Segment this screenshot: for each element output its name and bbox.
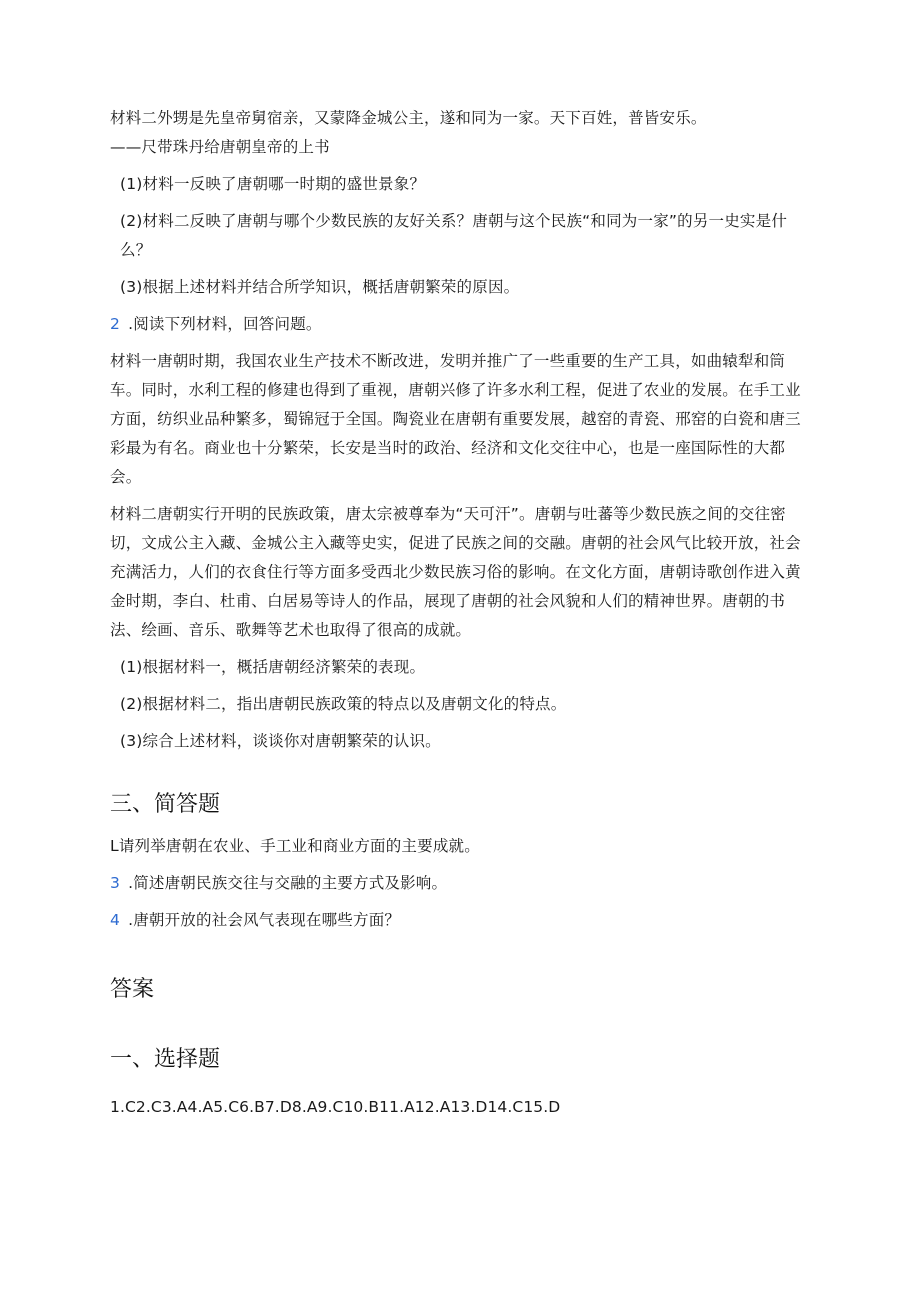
section3-item-2 [110,869,810,898]
q1-question-2: (2)材料二反映了唐朝与哪个少数民族的友好关系？唐朝与这个民族“和同为一家”的另一史实是什么？ [120,212,788,259]
q2-material2: 材料二唐朝实行开明的民族政策，唐太宗被尊奉为“天可汗”。唐朝与吐蕃等少数民族之间的交往密切，文成公主入藏、金城公主入藏等史实，促进了民族之间的交融。唐朝的社会风气比较开放，社会充满活力，人们的衣食住行等方面多受西北少数民族习俗的影响。在文化方面，唐朝诗歌创作进入黄金时期，李白、杜甫、白居易等诗人的作品，展现了唐朝的社会风貌和人们的精神世界。唐朝的书法、绘画、音乐、歌舞等艺术也取得了很高的成就。 [110,505,801,639]
section3-title: 三、简答题 [110,792,221,817]
answers-title: 答案 [110,977,155,1002]
q2-header [110,310,810,339]
q2-question-3: (3)综合上述材料，谈谈你对唐朝繁荣的认识。 [120,732,441,750]
q2-prompt: .阅读下列材料，回答问题。 [128,315,322,333]
q2-question-2: (2)根据材料二，指出唐朝民族政策的特点以及唐朝文化的特点。 [120,695,567,713]
q1-question-3: (3)根据上述材料并结合所学知识，概括唐朝繁荣的原因。 [120,278,520,296]
q2-number: 2 [110,315,121,333]
section3-item-3-number: 4 [110,911,121,929]
document-page [110,104,810,1122]
q2-question-1: (1)根据材料一，概括唐朝经济繁荣的表现。 [120,658,426,676]
section3-item-2-text: .简述唐朝民族交往与交融的主要方式及影响。 [128,874,448,892]
answers-section1-list: 1.C2.C3.A4.A5.C6.B7.D8.A9.C10.B11.A12.A13.D14.C15.D [110,1098,561,1116]
section3-item-1-text: L请列举唐朝在农业、手工业和商业方面的主要成就。 [110,837,480,855]
q1-question-1: (1)材料一反映了唐朝哪一时期的盛世景象？ [120,175,426,193]
q1-source: ——尺带珠丹给唐朝皇帝的上书 [110,138,330,156]
section3-item-3 [110,906,810,935]
section3-item-1 [110,832,810,861]
q1-material2: 材料二外甥是先皇帝舅宿亲，又蒙降金城公主，遂和同为一家。天下百姓，普皆安乐。 [110,109,707,127]
answers-section1-title: 一、选择题 [110,1047,221,1072]
section3-item-2-number: 3 [110,874,121,892]
q2-material1: 材料一唐朝时期，我国农业生产技术不断改进，发明并推广了一些重要的生产工具，如曲辕犁和筒车。同时，水利工程的修建也得到了重视，唐朝兴修了许多水利工程，促进了农业的发展。在手工业方面，纺织业品种繁多，蜀锦冠于全国。陶瓷业在唐朝有重要发展，越窑的青瓷、邢窑的白瓷和唐三彩最为有名。商业也十分繁荣，长安是当时的政治、经济和文化交往中心，也是一座国际性的大都会。 [110,352,801,486]
section3-item-3-text: .唐朝开放的社会风气表现在哪些方面？ [128,911,401,929]
